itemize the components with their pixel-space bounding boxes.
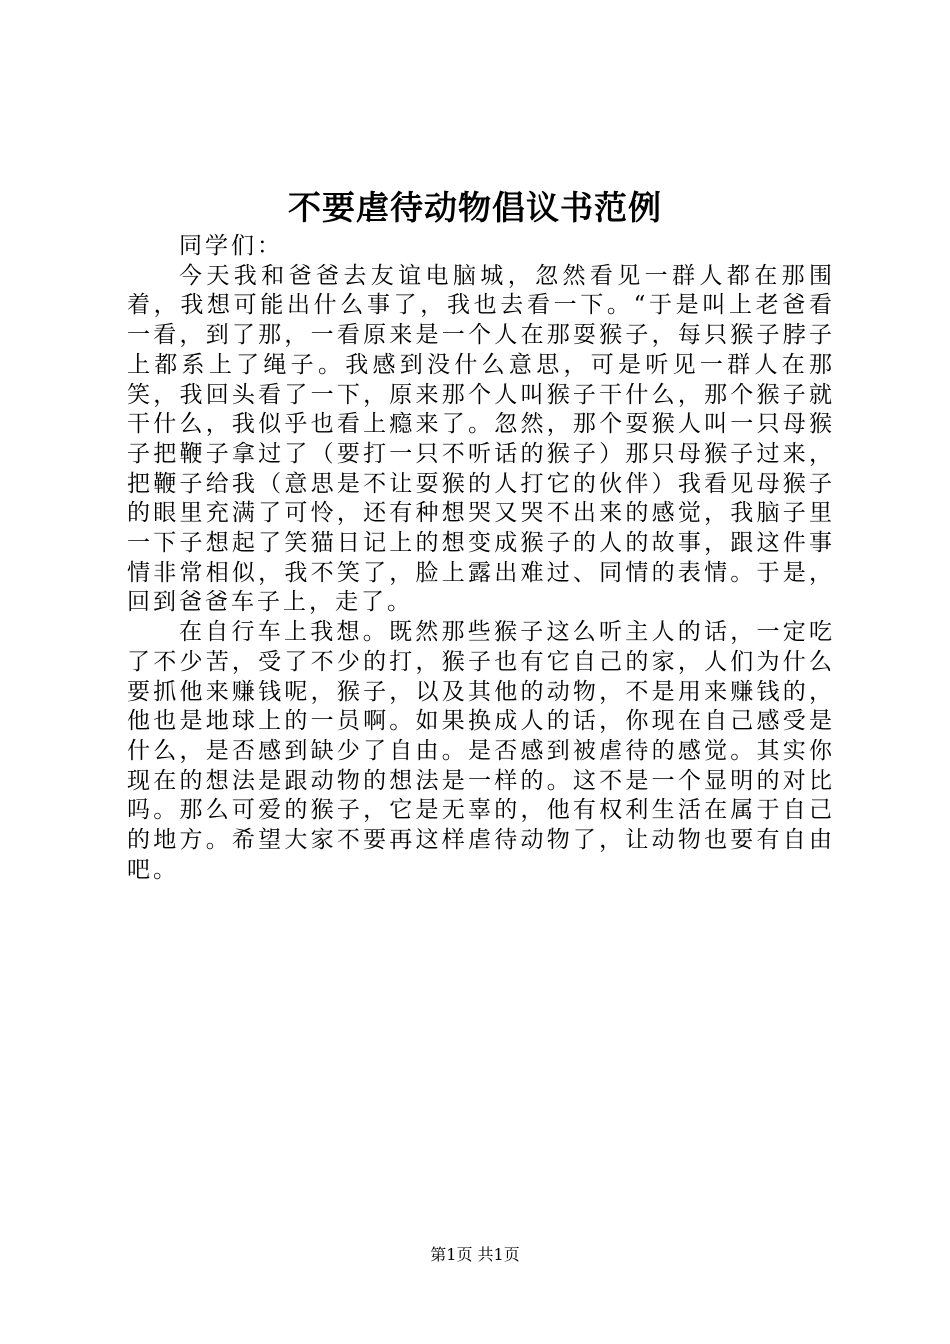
document-title: 不要虐待动物倡议书范例 [288,188,662,227]
paragraph-2: 在自行车上我想。既然那些猴子这么听主人的话，一定吃了不少苦，受了不少的打，猴子也有它自己的家，人们为什么要抓他来赚钱呢，猴子，以及其他的动物，不是用来赚钱的，他也是地球上的一员啊。如果换成人的话，你现在自己感受是什么，是否感到缺少了自由。是否感到被虐待的感觉。其实你现在的想法是跟动物的想法是一样的。这不是一个显明的对比吗。那么可爱的猴子，它是无辜的，他有权利生活在属于自己的地方。希望大家不要再这样虐待动物了，让动物也要有自由吧。 [127,619,835,883]
greeting: 同学们： [179,233,283,259]
page-number-footer: 第1页 共1页 [430,1245,520,1264]
document-body [127,232,835,885]
paragraph-1: 今天我和爸爸去友谊电脑城，忽然看见一群人都在那围着，我想可能出什么事了，我也去看一下。“于是叫上老爸看一看，到了那，一看原来是一个人在那耍猴子，每只猴子脖子上都系上了绳子。我感到没什么意思，可是听见一群人在那笑，我回头看了一下，原来那个人叫猴子干什么，那个猴子就干什么，我似乎也看上瘾来了。忽然，那个耍猴人叫一只母猴子把鞭子拿过了（要打一只不听话的猴子）那只母猴子过来，把鞭子给我（意思是不让耍猴的人打它的伙伴）我看见母猴子的眼里充满了可怜，还有种想哭又哭不出来的感觉，我脑子里一下子想起了笑猫日记上的想变成猴子的人的故事，跟这件事情非常相似，我不笑了，脸上露出难过、同情的表情。于是，回到爸爸车子上，走了。 [127,262,835,616]
